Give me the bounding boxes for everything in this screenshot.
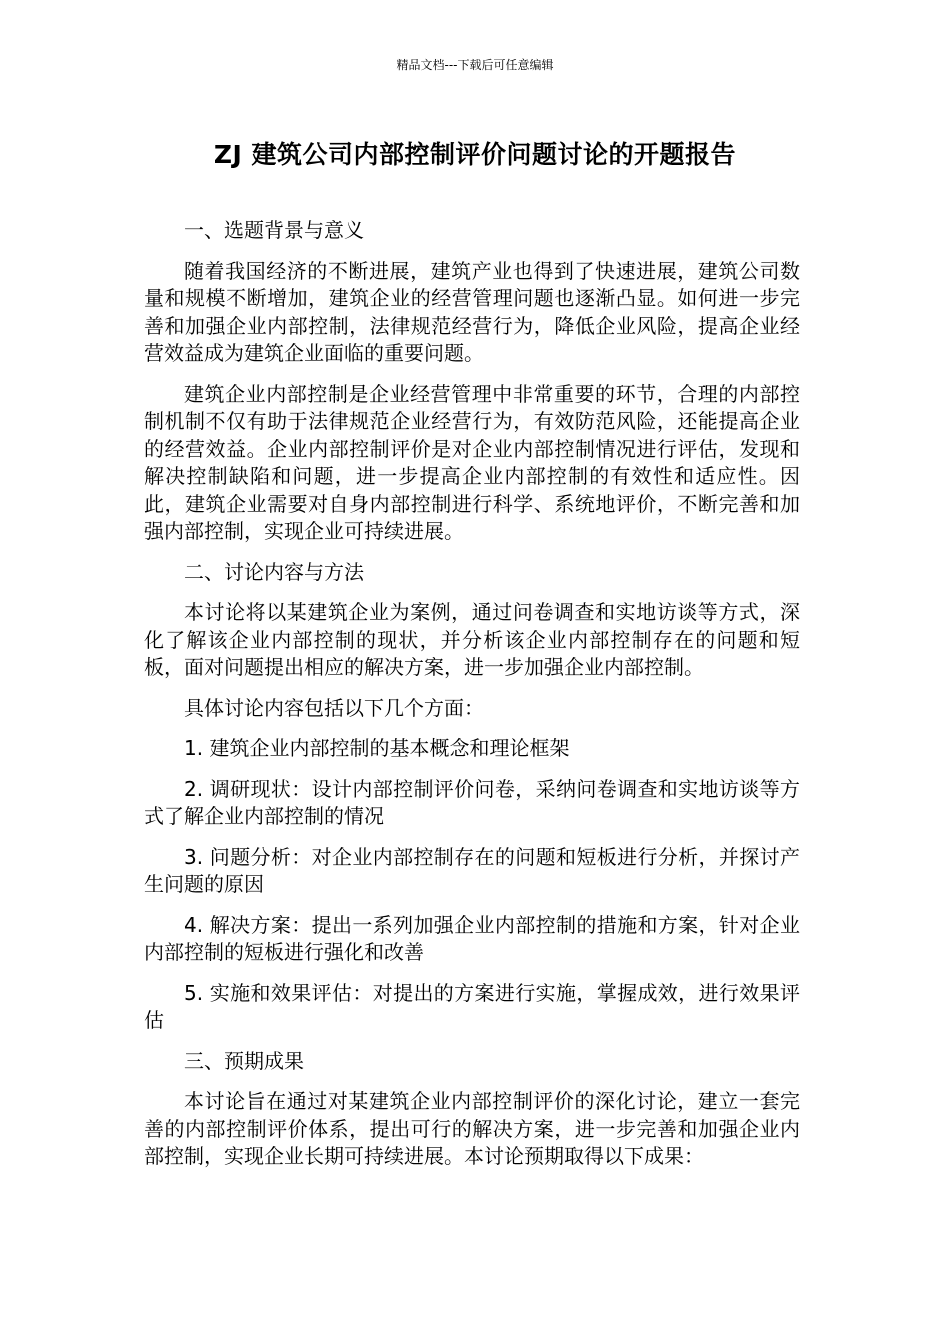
document-body <box>144 217 800 1184</box>
list-item-5: 5. 实施和效果评估：对提出的方案进行实施，掌握成效，进行效果评估 <box>144 980 800 1032</box>
list-item-1: 1. 建筑企业内部控制的基本概念和理论框架 <box>184 736 570 760</box>
section-heading-expected-results: 三、预期成果 <box>184 1048 304 1073</box>
paragraph-expected-results: 本讨论旨在通过对某建筑企业内部控制评价的深化讨论，建立一套完善的内部控制评价体系，提出可行的解决方案，进一步完善和加强企业内部控制，实现企业长期可持续进展。本讨论预期取得以下成果： <box>144 1089 800 1168</box>
paragraph-background-1: 随着我国经济的不断进展，建筑产业也得到了快速进展，建筑公司数量和规模不断增加，建筑企业的经营管理问题也逐渐凸显。如何进一步完善和加强企业内部控制，法律规范经营行为，降低企业风险，提高企业经营效益成为建筑企业面临的重要问题。 <box>144 258 800 365</box>
list-item-3: 3. 问题分析：对企业内部控制存在的问题和短板进行分析，并探讨产生问题的原因 <box>144 844 800 896</box>
header-note: 精品文档---下载后可任意编辑 <box>396 58 554 72</box>
list-item-4: 4. 解决方案：提出一系列加强企业内部控制的措施和方案，针对企业内部控制的短板进行强化和改善 <box>144 912 800 964</box>
document-title: ZJ 建筑公司内部控制评价问题讨论的开题报告 <box>213 140 737 169</box>
paragraph-background-2: 建筑企业内部控制是企业经营管理中非常重要的环节，合理的内部控制机制不仅有助于法律规范企业经营行为，有效防范风险，还能提高企业的经营效益。企业内部控制评价是对企业内部控制情况进行评估，发现和解决控制缺陷和问题，进一步提高企业内部控制的有效性和适应性。因此，建筑企业需要对自身内部控制进行科学、系统地评价，不断完善和加强内部控制，实现企业可持续进展。 <box>144 381 800 543</box>
section-heading-content-method: 二、讨论内容与方法 <box>184 559 364 584</box>
paragraph-content-lead: 具体讨论内容包括以下几个方面： <box>184 695 484 720</box>
list-item-2: 2. 调研现状：设计内部控制评价问卷，采纳问卷调查和实地访谈等方式了解企业内部控制的情况 <box>144 776 800 828</box>
section-heading-background: 一、选题背景与意义 <box>184 218 364 242</box>
paragraph-method-intro: 本讨论将以某建筑企业为案例，通过问卷调查和实地访谈等方式，深化了解该企业内部控制的现状，并分析该企业内部控制存在的问题和短板，面对问题提出相应的解决方案，进一步加强企业内部控制。 <box>144 600 800 679</box>
